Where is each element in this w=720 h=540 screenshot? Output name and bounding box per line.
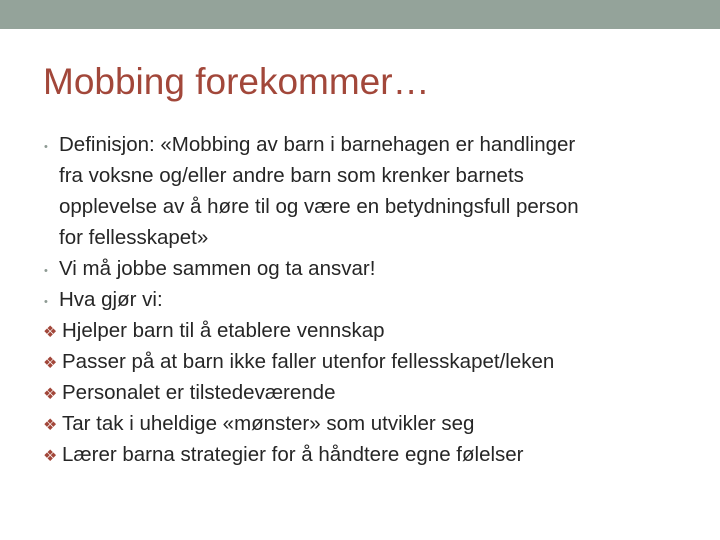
bullet-6: Personalet er tilstedeværende (62, 381, 336, 404)
bullet-1-line-3: opplevelse av å høre til og være en betydningsfull person (59, 195, 579, 218)
bullet-dot-icon: • (44, 265, 48, 277)
bullet-8: Lærer barna strategier for å håndtere egne følelser (62, 443, 524, 466)
bullet-4: Hjelper barn til å etablere vennskap (62, 319, 385, 342)
diamond-bullet-icon: ❖ (43, 324, 58, 341)
bullet-2: Vi må jobbe sammen og ta ansvar! (59, 257, 376, 280)
bullet-dot-icon: • (44, 141, 48, 153)
diamond-bullet-icon: ❖ (43, 355, 58, 372)
bullet-1-line-1: Definisjon: «Mobbing av barn i barnehagen er handlinger (59, 133, 576, 156)
diamond-bullet-icon: ❖ (43, 386, 58, 403)
bullet-dot-icon: • (44, 296, 48, 308)
bullet-1-line-2: fra voksne og/eller andre barn som krenker barnets (59, 164, 524, 187)
diamond-bullet-icon: ❖ (43, 417, 58, 434)
slide-title: Mobbing forekommer… (43, 61, 430, 102)
bullet-7: Tar tak i uheldige «mønster» som utvikler seg (62, 412, 475, 435)
bullet-5: Passer på at barn ikke faller utenfor fellesskapet/leken (62, 350, 555, 373)
bullet-3: Hva gjør vi: (59, 288, 163, 311)
diamond-bullet-icon: ❖ (43, 448, 58, 465)
top-accent-bar (0, 0, 720, 29)
bullet-1-line-4: for fellesskapet» (59, 226, 209, 249)
